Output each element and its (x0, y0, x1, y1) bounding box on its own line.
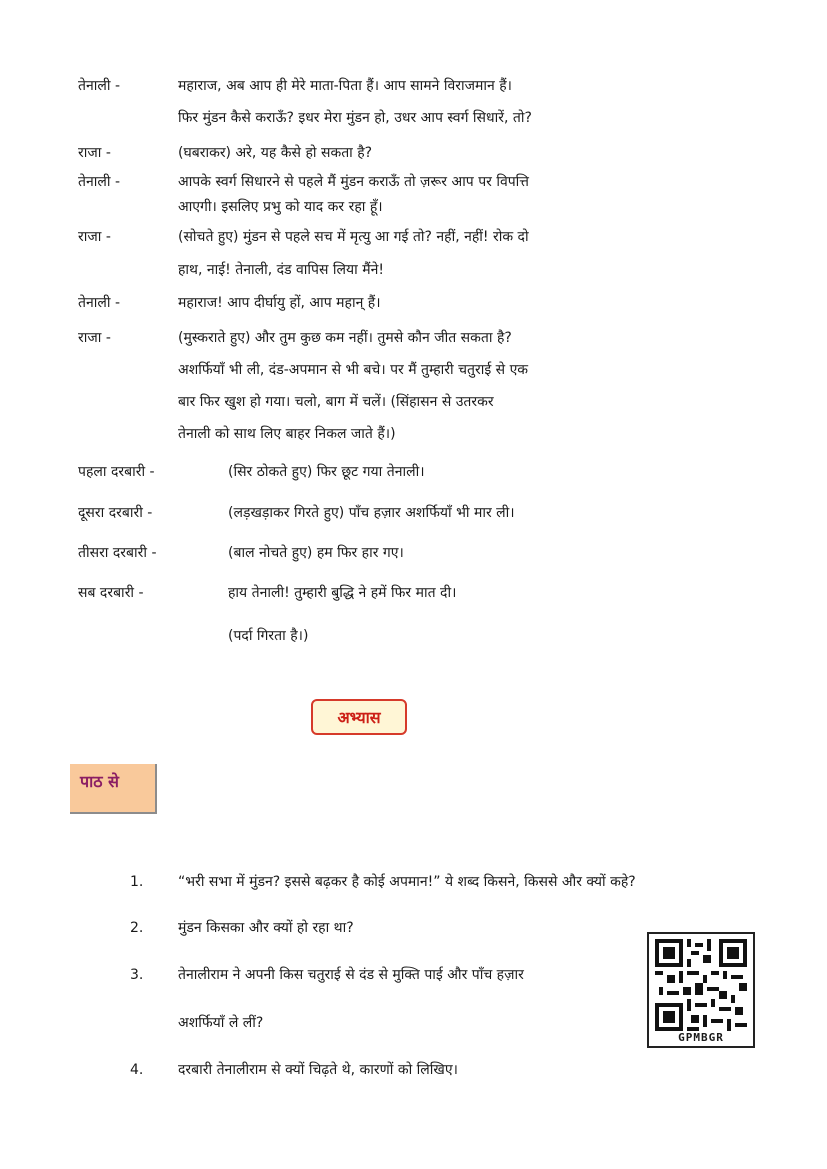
dialogue-line: हाथ, नाई! तेनाली, दंड वापिस लिया मैंने! (178, 262, 384, 278)
speaker-label: राजा - (78, 145, 111, 161)
question-text: अशर्फियाँ ले लीं? (178, 1015, 264, 1031)
dialogue-line: महाराज, अब आप ही मेरे माता-पिता हैं। आप सामने विराजमान हैं। (178, 78, 512, 94)
question-number: 1. (130, 874, 144, 890)
stage-direction: (पर्दा गिरता है।) (228, 628, 309, 644)
question-text: मुंडन किसका और क्यों हो रहा था? (178, 920, 354, 936)
dialogue-line: तेनाली को साथ लिए बाहर निकल जाते हैं।) (178, 426, 396, 442)
exercise-heading (311, 699, 407, 735)
dialogue-line: आएगी। इसलिए प्रभु को याद कर रहा हूँ। (178, 199, 383, 215)
section-heading-box (70, 764, 157, 814)
dialogue-line: (घबराकर) अरे, यह कैसे हो सकता है? (178, 145, 373, 161)
question-number: 4. (130, 1062, 144, 1078)
dialogue-line: (सोचते हुए) मुंडन से पहले सच में मृत्यु आ गई तो? नहीं, नहीं! रोक दो (178, 229, 529, 245)
exercise-heading-label: अभ्यास (337, 708, 381, 727)
speaker-label: तेनाली - (78, 78, 120, 94)
speaker-label: सब दरबारी - (78, 585, 144, 601)
dialogue-line: फिर मुंडन कैसे कराऊँ? इधर मेरा मुंडन हो, उधर आप स्वर्ग सिधारें, तो? (178, 110, 532, 126)
question-text: “भरी सभा में मुंडन? इससे बढ़कर है कोई अपमान!” ये शब्द किसने, किससे और क्यों कहे? (178, 874, 636, 890)
qr-code-icon (655, 939, 747, 1031)
question-text: तेनालीराम ने अपनी किस चतुराई से दंड से मुक्ति पाई और पाँच हज़ार (178, 967, 524, 983)
speaker-label: तीसरा दरबारी - (78, 545, 157, 561)
question-number: 2. (130, 920, 144, 936)
qr-code-label: GPMBGR (678, 1031, 724, 1044)
question-number: 3. (130, 967, 144, 983)
dialogue-line: (लड़खड़ाकर गिरते हुए) पाँच हज़ार अशर्फियाँ भी मार ली। (228, 505, 515, 521)
dialogue-line: बार फिर खुश हो गया। चलो, बाग में चलें। (सिंहासन से उतरकर (178, 394, 494, 410)
speaker-label: दूसरा दरबारी - (78, 505, 153, 521)
dialogue-line: महाराज! आप दीर्घायु हों, आप महान् हैं। (178, 295, 381, 311)
dialogue-line: (सिर ठोकते हुए) फिर छूट गया तेनाली। (228, 464, 425, 480)
speaker-label: पहला दरबारी - (78, 464, 155, 480)
dialogue-line: (मुस्कराते हुए) और तुम कुछ कम नहीं। तुमसे कौन जीत सकता है? (178, 330, 512, 346)
dialogue-line: अशर्फियाँ भी ली, दंड-अपमान से भी बचे। पर मैं तुम्हारी चतुराई से एक (178, 362, 529, 378)
speaker-label: तेनाली - (78, 295, 120, 311)
dialogue-line: हाय तेनाली! तुम्हारी बुद्धि ने हमें फिर मात दी। (228, 585, 457, 601)
question-text: दरबारी तेनालीराम से क्यों चिढ़ते थे, कारणों को लिखिए। (178, 1062, 458, 1078)
dialogue-line: (बाल नोचते हुए) हम फिर हार गए। (228, 545, 404, 561)
dialogue-line: आपके स्वर्ग सिधारने से पहले मैं मुंडन कराऊँ तो ज़रूर आप पर विपत्ति (178, 174, 529, 190)
qr-code[interactable] (647, 932, 755, 1048)
speaker-label: राजा - (78, 229, 111, 245)
section-heading-label: पाठ से (80, 772, 119, 791)
speaker-label: राजा - (78, 330, 111, 346)
speaker-label: तेनाली - (78, 174, 120, 190)
